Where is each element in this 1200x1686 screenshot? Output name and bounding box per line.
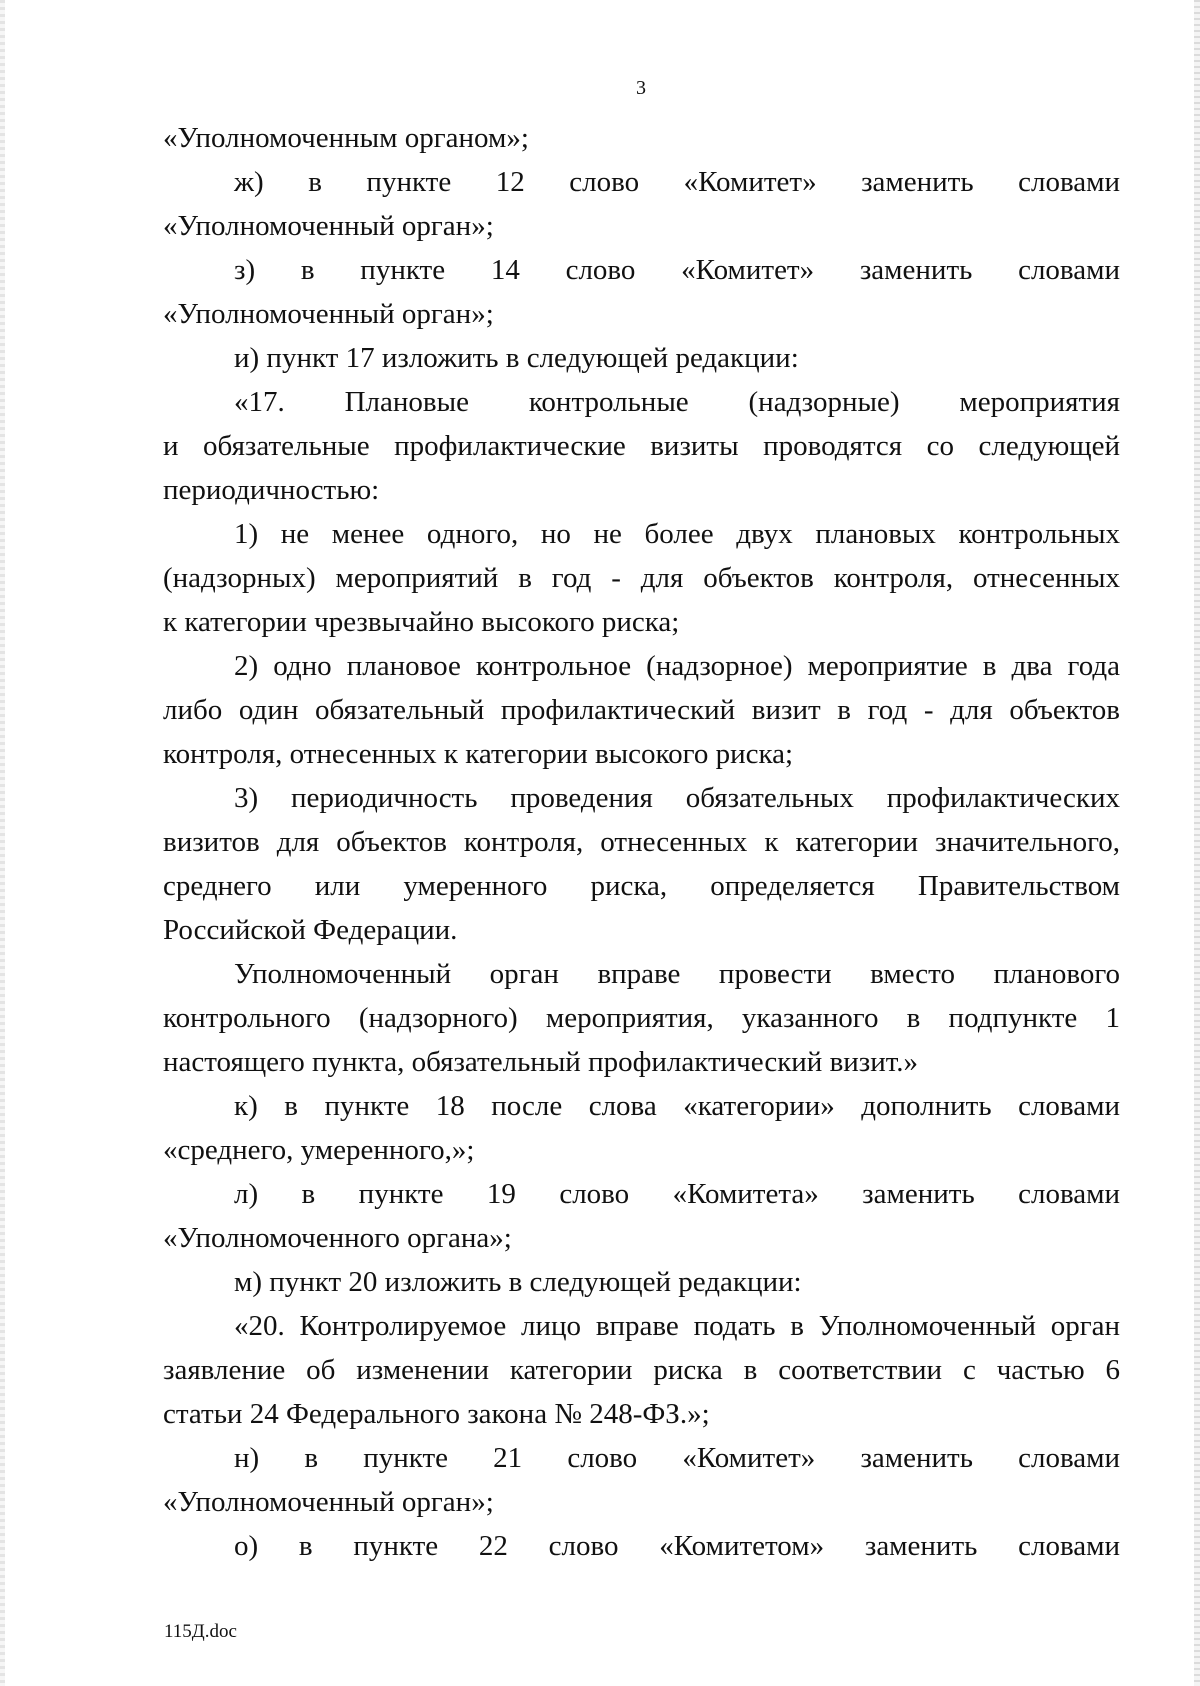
text-line: к категории чрезвычайно высокого риска; bbox=[163, 606, 680, 638]
text-line: контрольного (надзорного) мероприятия, указанного в подпункте 1 bbox=[163, 1002, 1120, 1034]
text-line: ж) в пункте 12 слово «Комитет» заменить словами bbox=[234, 166, 1120, 198]
text-line: «Уполномоченный орган»; bbox=[163, 210, 494, 242]
scan-edge-left bbox=[0, 0, 5, 1686]
text-line: либо один обязательный профилактический визит в год - для объектов bbox=[163, 694, 1120, 726]
text-line: Российской Федерации. bbox=[163, 914, 458, 946]
text-line: периодичностью: bbox=[163, 474, 380, 506]
scan-edge-right bbox=[1194, 0, 1200, 1686]
text-line: 2) одно плановое контрольное (надзорное) мероприятие в два года bbox=[234, 650, 1120, 682]
text-line: настоящего пункта, обязательный профилактический визит.» bbox=[163, 1046, 919, 1078]
text-line: 1) не менее одного, но не более двух плановых контрольных bbox=[234, 518, 1120, 550]
text-line: «17. Плановые контрольные (надзорные) мероприятия bbox=[234, 386, 1120, 418]
text-line: среднего или умеренного риска, определяется Правительством bbox=[163, 870, 1120, 902]
text-line: «Уполномоченный орган»; bbox=[163, 298, 494, 330]
text-line: и) пункт 17 изложить в следующей редакции: bbox=[234, 342, 799, 374]
text-line: визитов для объектов контроля, отнесенных к категории значительного, bbox=[163, 826, 1120, 858]
document-body bbox=[163, 116, 1120, 1568]
text-line: (надзорных) мероприятий в год - для объектов контроля, отнесенных bbox=[163, 562, 1120, 594]
text-line: к) в пункте 18 после слова «категории» дополнить словами bbox=[234, 1090, 1120, 1122]
text-line: Уполномоченный орган вправе провести вместо планового bbox=[234, 958, 1120, 990]
text-line: н) в пункте 21 слово «Комитет» заменить словами bbox=[234, 1442, 1120, 1474]
page-number: 3 bbox=[636, 77, 646, 99]
text-line: з) в пункте 14 слово «Комитет» заменить словами bbox=[234, 254, 1120, 286]
text-line: заявление об изменении категории риска в соответствии с частью 6 bbox=[163, 1354, 1120, 1386]
text-line: о) в пункте 22 слово «Комитетом» заменить словами bbox=[234, 1530, 1120, 1562]
text-line: м) пункт 20 изложить в следующей редакции: bbox=[234, 1266, 802, 1298]
text-line: 3) периодичность проведения обязательных профилактических bbox=[234, 782, 1120, 814]
text-line: и обязательные профилактические визиты проводятся со следующей bbox=[163, 430, 1120, 462]
text-line: «среднего, умеренного,»; bbox=[163, 1134, 475, 1166]
text-line: статьи 24 Федерального закона № 248-ФЗ.»; bbox=[163, 1398, 710, 1430]
text-line: «Уполномоченным органом»; bbox=[163, 122, 529, 154]
footer-filename: 115Д.doc bbox=[164, 1621, 237, 1642]
text-line: контроля, отнесенных к категории высокого риска; bbox=[163, 738, 794, 770]
text-line: «Уполномоченный орган»; bbox=[163, 1486, 494, 1518]
text-line: «Уполномоченного органа»; bbox=[163, 1222, 512, 1254]
text-line: л) в пункте 19 слово «Комитета» заменить словами bbox=[234, 1178, 1120, 1210]
text-line: «20. Контролируемое лицо вправе подать в Уполномоченный орган bbox=[234, 1310, 1120, 1342]
